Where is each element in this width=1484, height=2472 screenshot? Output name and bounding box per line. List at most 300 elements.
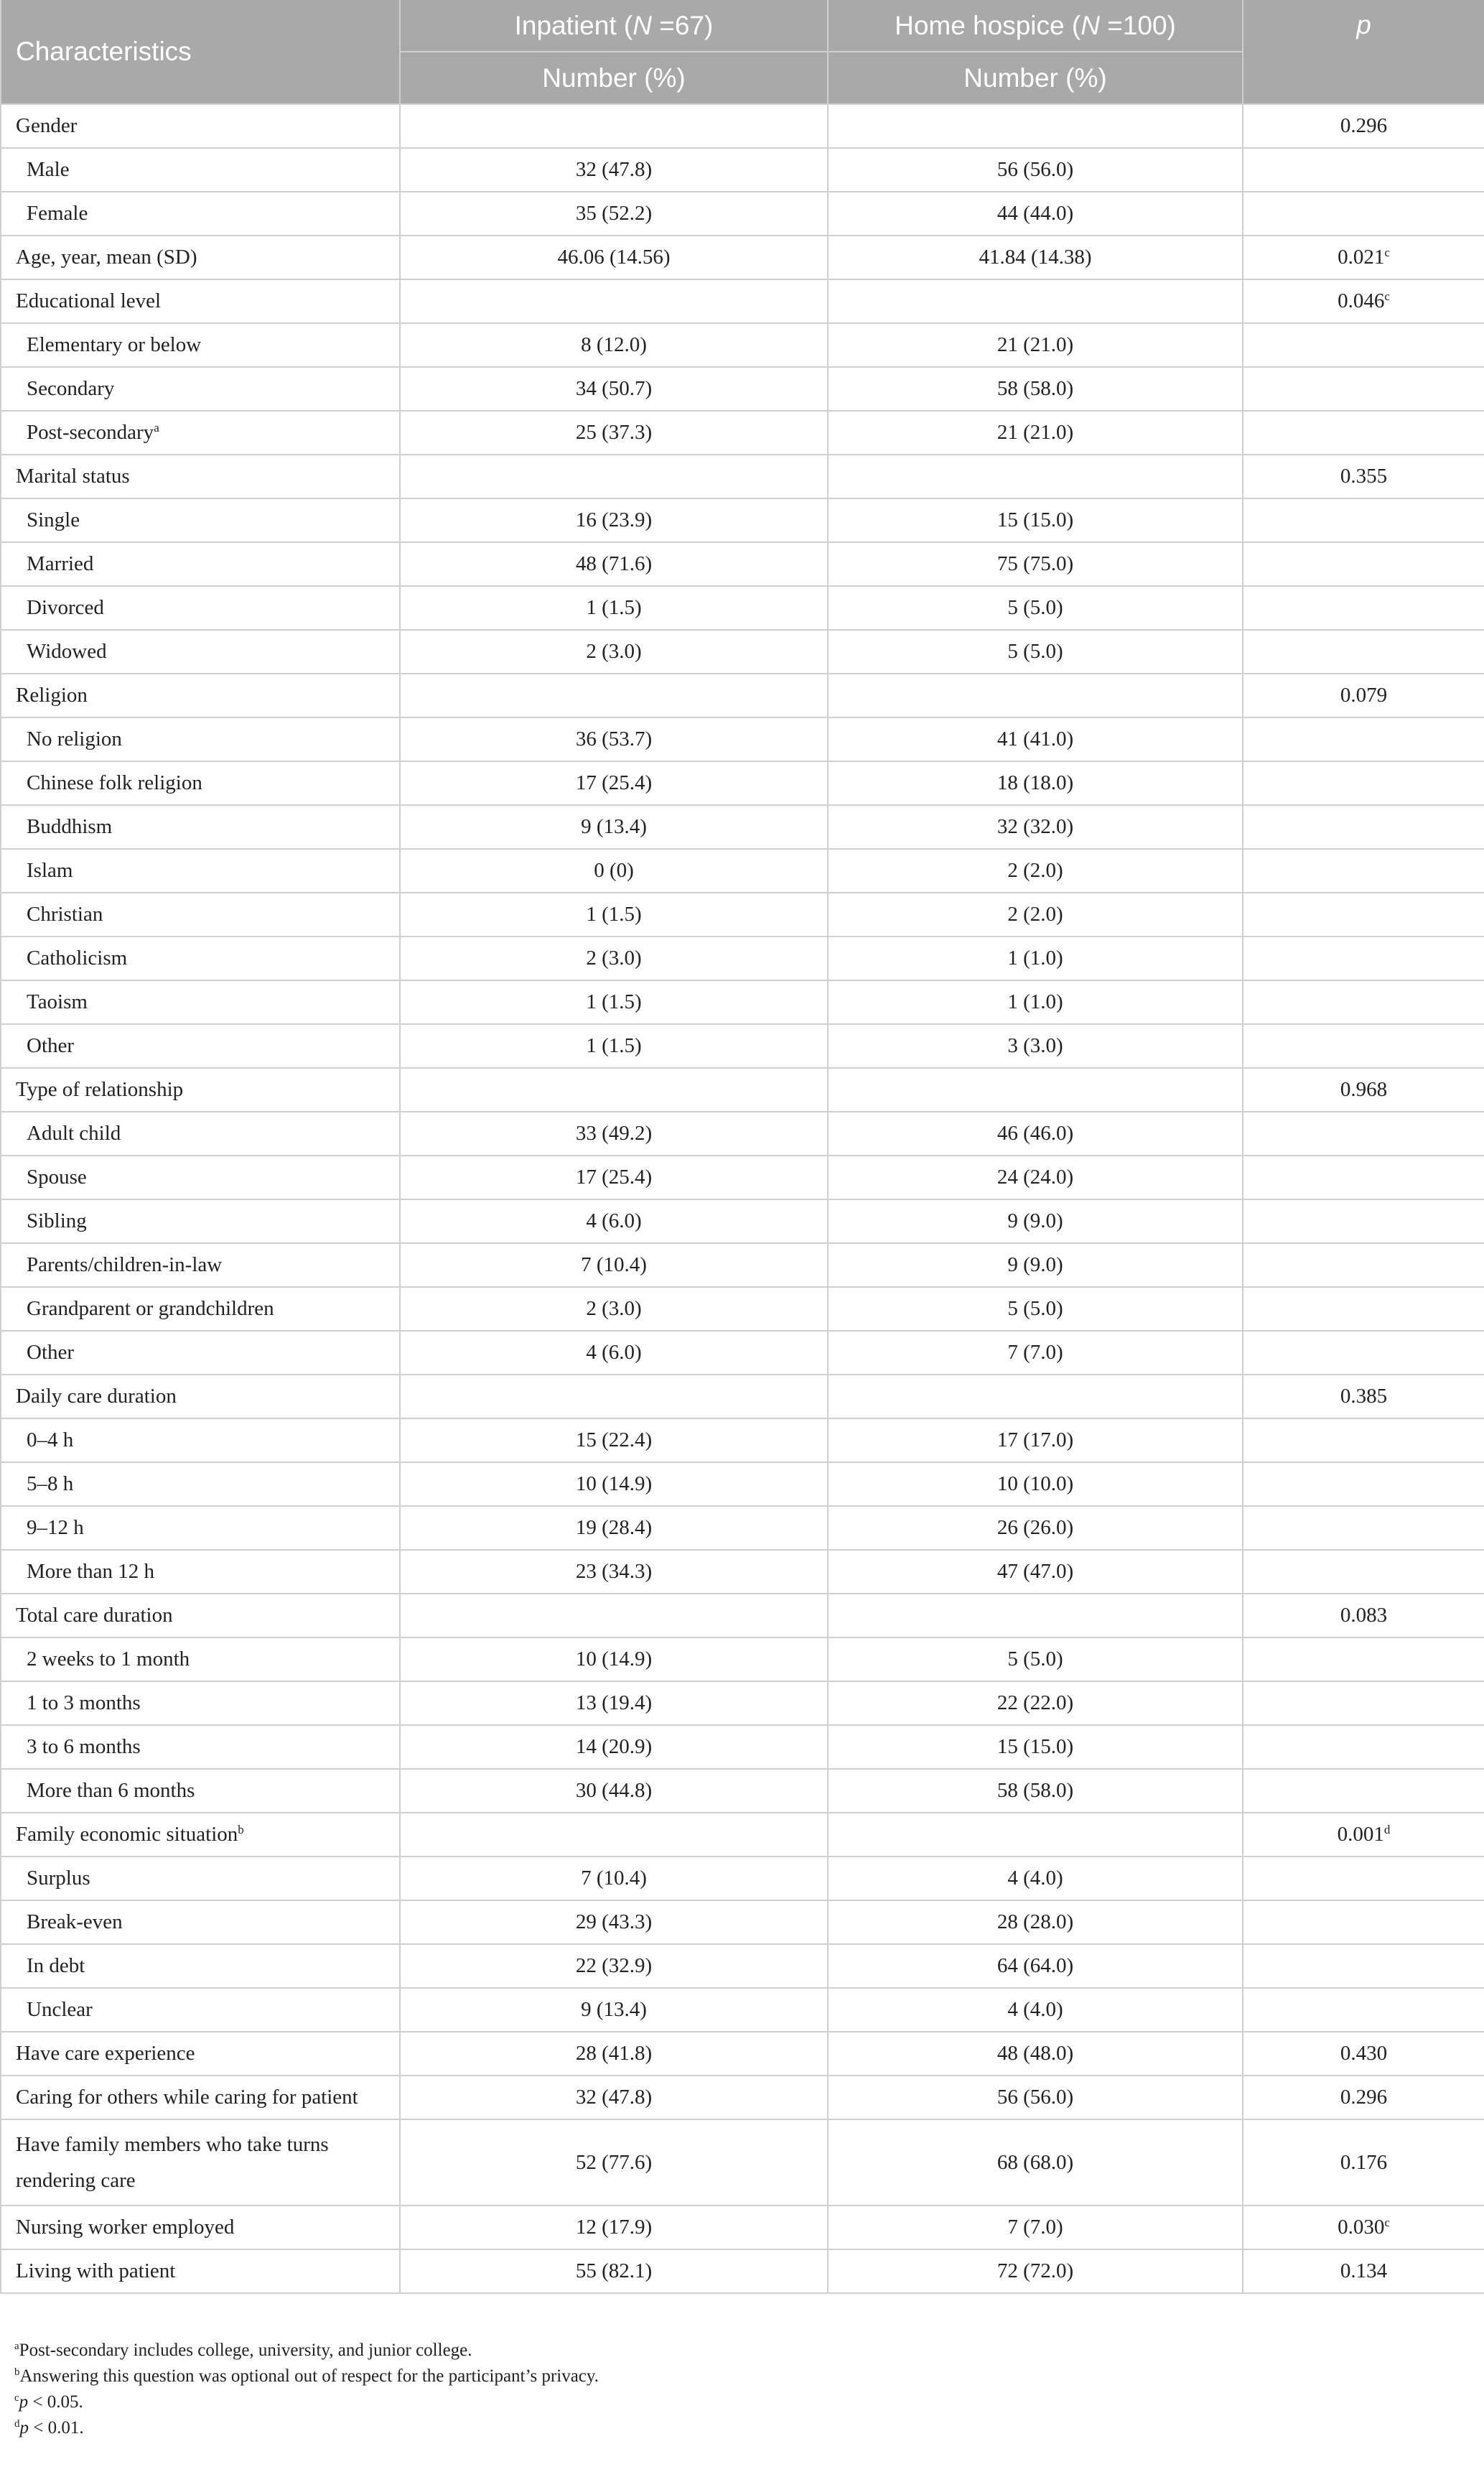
home-hospice-value [828, 279, 1243, 323]
row-label-text: Islam [27, 859, 73, 882]
home-hospice-value [828, 1813, 1243, 1857]
home-hospice-value: 4 (4.0) [828, 1988, 1243, 2032]
inpatient-value [400, 674, 828, 717]
row-label-text: Male [27, 158, 70, 181]
row-label [1, 1462, 400, 1506]
row-label-text: Chinese folk religion [27, 771, 202, 794]
p-value [1243, 717, 1484, 761]
table-row [1, 1024, 1484, 1068]
row-label [1, 849, 400, 893]
inpatient-value: 55 (82.1) [400, 2249, 828, 2293]
p-value-text: 0.021 [1338, 246, 1385, 269]
table-row [1, 717, 1484, 761]
header-home-count: =100) [1099, 10, 1176, 40]
row-label [1, 1112, 400, 1156]
row-label-text: Post-secondary [27, 421, 154, 444]
row-label-text: Living with patient [16, 2259, 176, 2282]
table-body [1, 104, 1484, 2293]
p-value [1243, 1988, 1484, 2032]
home-hospice-value: 48 (48.0) [828, 2032, 1243, 2076]
table-row [1, 1375, 1484, 1418]
p-value [1243, 192, 1484, 236]
table-row [1, 1112, 1484, 1156]
row-label-text: Educational level [16, 289, 162, 312]
row-label [1, 2076, 400, 2119]
p-value-text: 0.030 [1338, 2216, 1385, 2239]
inpatient-value: 7 (10.4) [400, 1857, 828, 1900]
p-value-text: 0.134 [1340, 2259, 1388, 2282]
row-label [1, 1199, 400, 1243]
p-value [1243, 1725, 1484, 1769]
footnote-text: Post-secondary includes college, university, and junior college. [19, 2341, 472, 2360]
inpatient-value: 22 (32.9) [400, 1944, 828, 1988]
inpatient-value: 1 (1.5) [400, 1024, 828, 1068]
row-label [1, 542, 400, 586]
row-label [1, 1375, 400, 1418]
p-value [1243, 104, 1484, 148]
inpatient-value: 32 (47.8) [400, 2076, 828, 2119]
row-label [1, 1813, 400, 1857]
footnote-text: < 0.05. [28, 2392, 83, 2412]
p-footnote-marker: c [1384, 246, 1390, 259]
home-hospice-value: 9 (9.0) [828, 1243, 1243, 1287]
p-value-text: 0.385 [1340, 1385, 1388, 1408]
p-value [1243, 2249, 1484, 2293]
table-row [1, 279, 1484, 323]
home-hospice-value: 2 (2.0) [828, 849, 1243, 893]
footnote-mark: d [14, 2418, 20, 2430]
table-row [1, 1287, 1484, 1331]
row-label [1, 630, 400, 674]
p-value [1243, 849, 1484, 893]
row-label [1, 1988, 400, 2032]
inpatient-value: 2 (3.0) [400, 937, 828, 980]
p-value [1243, 980, 1484, 1024]
table-row [1, 1944, 1484, 1988]
table-row [1, 1813, 1484, 1857]
p-value [1243, 411, 1484, 455]
row-label [1, 1024, 400, 1068]
home-hospice-value: 9 (9.0) [828, 1199, 1243, 1243]
header-inpatient-text: Inpatient ( [514, 10, 633, 40]
row-label-text: Elementary or below [27, 333, 202, 356]
row-label [1, 192, 400, 236]
inpatient-value: 4 (6.0) [400, 1199, 828, 1243]
inpatient-value: 16 (23.9) [400, 498, 828, 542]
row-label-text: 9–12 h [27, 1516, 84, 1539]
table-row [1, 1725, 1484, 1769]
inpatient-value: 33 (49.2) [400, 1112, 828, 1156]
row-label [1, 1550, 400, 1594]
inpatient-value: 32 (47.8) [400, 148, 828, 192]
row-label [1, 674, 400, 717]
p-value [1243, 236, 1484, 279]
inpatient-value: 1 (1.5) [400, 893, 828, 937]
row-label-text: Family economic situation [16, 1823, 238, 1846]
p-value [1243, 367, 1484, 411]
p-value-text: 0.296 [1340, 114, 1388, 137]
row-label-text: Gender [16, 114, 78, 137]
header-home-hospice [828, 0, 1243, 52]
row-label [1, 1900, 400, 1944]
row-label [1, 1857, 400, 1900]
inpatient-value: 12 (17.9) [400, 2206, 828, 2249]
p-value [1243, 1550, 1484, 1594]
row-label-text: Unclear [27, 1998, 93, 2021]
p-value-text: 0.296 [1340, 2086, 1388, 2109]
row-label-text: In debt [27, 1954, 85, 1977]
inpatient-value [400, 279, 828, 323]
table-row [1, 1681, 1484, 1725]
p-value [1243, 2032, 1484, 2076]
p-value [1243, 1375, 1484, 1418]
home-hospice-value: 5 (5.0) [828, 1287, 1243, 1331]
footnote [14, 2389, 599, 2415]
p-value [1243, 1944, 1484, 1988]
row-label [1, 893, 400, 937]
p-value [1243, 1769, 1484, 1813]
inpatient-value [400, 1068, 828, 1112]
p-value-text: 0.083 [1340, 1604, 1388, 1627]
row-label [1, 937, 400, 980]
p-value-text: 0.001 [1337, 1823, 1384, 1846]
home-hospice-value: 72 (72.0) [828, 2249, 1243, 2293]
table-row [1, 1769, 1484, 1813]
home-hospice-value: 5 (5.0) [828, 1637, 1243, 1681]
home-hospice-value: 44 (44.0) [828, 192, 1243, 236]
table-row [1, 1594, 1484, 1637]
inpatient-value: 23 (34.3) [400, 1550, 828, 1594]
p-value [1243, 1462, 1484, 1506]
row-label-text: Other [27, 1341, 75, 1364]
footnote-p-symbol: p [19, 2418, 29, 2438]
home-hospice-value: 24 (24.0) [828, 1156, 1243, 1199]
table-row [1, 937, 1484, 980]
row-label-text: Marital status [16, 465, 130, 488]
row-label-text: Adult child [27, 1122, 121, 1145]
row-label-text: Grandparent or grandchildren [27, 1297, 274, 1320]
p-value [1243, 2119, 1484, 2206]
table-row [1, 323, 1484, 367]
footnote [14, 2415, 599, 2441]
table-row [1, 367, 1484, 411]
row-label-text: No religion [27, 728, 122, 751]
inpatient-value: 34 (50.7) [400, 367, 828, 411]
inpatient-value: 9 (13.4) [400, 805, 828, 849]
footnote-marker: b [238, 1823, 244, 1836]
row-label-text: Parents/children-in-law [27, 1253, 223, 1276]
row-label-text: Religion [16, 684, 88, 707]
table-row [1, 1857, 1484, 1900]
table-row [1, 455, 1484, 498]
p-value-text: 0.046 [1338, 289, 1385, 312]
footnotes [14, 2338, 599, 2441]
home-hospice-value: 5 (5.0) [828, 586, 1243, 630]
p-value-text: 0.355 [1340, 465, 1388, 488]
inpatient-value: 28 (41.8) [400, 2032, 828, 2076]
p-value [1243, 630, 1484, 674]
row-label [1, 1594, 400, 1637]
row-label-text: 0–4 h [27, 1428, 74, 1451]
row-label-text: Nursing worker employed [16, 2216, 235, 2239]
row-label [1, 279, 400, 323]
inpatient-value: 14 (20.9) [400, 1725, 828, 1769]
p-value [1243, 1287, 1484, 1331]
table-row [1, 2032, 1484, 2076]
p-value [1243, 805, 1484, 849]
row-label [1, 805, 400, 849]
row-label [1, 1506, 400, 1550]
p-value [1243, 455, 1484, 498]
table-row [1, 148, 1484, 192]
home-hospice-value: 58 (58.0) [828, 367, 1243, 411]
row-label [1, 1681, 400, 1725]
p-value [1243, 1243, 1484, 1287]
table-row [1, 2076, 1484, 2119]
inpatient-value: 19 (28.4) [400, 1506, 828, 1550]
p-value [1243, 1900, 1484, 1944]
row-label-text: More than 6 months [27, 1779, 195, 1802]
home-hospice-value: 7 (7.0) [828, 1331, 1243, 1375]
inpatient-value: 10 (14.9) [400, 1637, 828, 1681]
row-label-text: Catholicism [27, 947, 128, 970]
row-label [1, 717, 400, 761]
p-value [1243, 323, 1484, 367]
p-value [1243, 761, 1484, 805]
p-value [1243, 1199, 1484, 1243]
table-row [1, 893, 1484, 937]
p-value [1243, 2206, 1484, 2249]
p-footnote-marker: c [1384, 289, 1390, 303]
p-value [1243, 1068, 1484, 1112]
inpatient-value: 52 (77.6) [400, 2119, 828, 2206]
row-label-text: Widowed [27, 640, 107, 663]
footnote-mark: b [14, 2366, 20, 2378]
p-value-text: 0.176 [1340, 2151, 1388, 2174]
footnote-mark: c [14, 2392, 19, 2404]
inpatient-value: 48 (71.6) [400, 542, 828, 586]
inpatient-value: 29 (43.3) [400, 1900, 828, 1944]
p-value [1243, 1024, 1484, 1068]
p-value [1243, 1156, 1484, 1199]
table-row [1, 104, 1484, 148]
p-value [1243, 498, 1484, 542]
footnote-p-symbol: p [19, 2392, 29, 2412]
table-row [1, 1199, 1484, 1243]
home-hospice-value [828, 455, 1243, 498]
table-row [1, 411, 1484, 455]
inpatient-value: 46.06 (14.56) [400, 236, 828, 279]
home-hospice-value: 5 (5.0) [828, 630, 1243, 674]
home-hospice-value: 22 (22.0) [828, 1681, 1243, 1725]
inpatient-value [400, 1375, 828, 1418]
inpatient-value: 10 (14.9) [400, 1462, 828, 1506]
inpatient-value: 35 (52.2) [400, 192, 828, 236]
p-value [1243, 1331, 1484, 1375]
p-value [1243, 674, 1484, 717]
row-label [1, 323, 400, 367]
table-row [1, 586, 1484, 630]
p-value [1243, 542, 1484, 586]
home-hospice-value [828, 104, 1243, 148]
row-label-text: Spouse [27, 1166, 87, 1189]
inpatient-value: 2 (3.0) [400, 1287, 828, 1331]
row-label [1, 455, 400, 498]
row-label-text: 2 weeks to 1 month [27, 1648, 190, 1671]
table-row [1, 1550, 1484, 1594]
row-label [1, 1068, 400, 1112]
inpatient-value [400, 1594, 828, 1637]
p-value [1243, 1112, 1484, 1156]
row-label [1, 980, 400, 1024]
p-value [1243, 1857, 1484, 1900]
home-hospice-value: 64 (64.0) [828, 1944, 1243, 1988]
footnote-text: Answering this question was optional out of respect for the participant’s privacy. [19, 2366, 599, 2386]
inpatient-value: 17 (25.4) [400, 1156, 828, 1199]
row-label [1, 1331, 400, 1375]
inpatient-value: 1 (1.5) [400, 586, 828, 630]
inpatient-value: 36 (53.7) [400, 717, 828, 761]
table-row [1, 1988, 1484, 2032]
table-row [1, 1637, 1484, 1681]
row-label [1, 411, 400, 455]
table-row [1, 1331, 1484, 1375]
header-p-value: p [1243, 0, 1484, 104]
p-value [1243, 586, 1484, 630]
header-inpatient-count: =67) [651, 10, 714, 40]
row-label-text: Divorced [27, 596, 104, 619]
inpatient-value [400, 1813, 828, 1857]
inpatient-value [400, 104, 828, 148]
header-inpatient-n: N [633, 10, 652, 40]
p-value [1243, 148, 1484, 192]
table-row [1, 1156, 1484, 1199]
header-inpatient [400, 0, 828, 52]
table-row [1, 236, 1484, 279]
row-label [1, 1418, 400, 1462]
inpatient-value: 2 (3.0) [400, 630, 828, 674]
inpatient-value: 13 (19.4) [400, 1681, 828, 1725]
row-label-text: Type of relationship [16, 1078, 184, 1101]
p-footnote-marker: d [1383, 1823, 1391, 1836]
inpatient-value: 9 (13.4) [400, 1988, 828, 2032]
table-row [1, 498, 1484, 542]
home-hospice-value: 41 (41.0) [828, 717, 1243, 761]
home-hospice-value: 47 (47.0) [828, 1550, 1243, 1594]
home-hospice-value [828, 1375, 1243, 1418]
home-hospice-value: 56 (56.0) [828, 2076, 1243, 2119]
row-label [1, 1637, 400, 1681]
p-footnote-marker: c [1384, 2216, 1390, 2229]
p-value [1243, 1506, 1484, 1550]
p-value [1243, 2076, 1484, 2119]
home-hospice-value: 3 (3.0) [828, 1024, 1243, 1068]
home-hospice-value: 4 (4.0) [828, 1857, 1243, 1900]
row-label [1, 586, 400, 630]
home-hospice-value [828, 1594, 1243, 1637]
home-hospice-value: 21 (21.0) [828, 323, 1243, 367]
row-label-text: Single [27, 508, 80, 531]
table-row [1, 849, 1484, 893]
p-value [1243, 1594, 1484, 1637]
row-label [1, 236, 400, 279]
row-label-text: Have family members who take turns rendering care [16, 2133, 329, 2192]
p-value [1243, 893, 1484, 937]
row-label-text: Age, year, mean (SD) [16, 246, 197, 269]
inpatient-value: 15 (22.4) [400, 1418, 828, 1462]
header-home-n: N [1081, 10, 1100, 40]
home-hospice-value: 28 (28.0) [828, 1900, 1243, 1944]
row-label [1, 1243, 400, 1287]
table-row [1, 1243, 1484, 1287]
table-row [1, 2119, 1484, 2206]
row-label [1, 1769, 400, 1813]
inpatient-value: 1 (1.5) [400, 980, 828, 1024]
footnote-marker: a [154, 421, 159, 435]
home-hospice-value: 15 (15.0) [828, 498, 1243, 542]
p-value [1243, 1418, 1484, 1462]
row-label [1, 1725, 400, 1769]
home-hospice-value [828, 1068, 1243, 1112]
p-value [1243, 1637, 1484, 1681]
home-hospice-value: 17 (17.0) [828, 1418, 1243, 1462]
row-label-text: Surplus [27, 1867, 90, 1890]
home-hospice-value: 26 (26.0) [828, 1506, 1243, 1550]
table-row [1, 1462, 1484, 1506]
table-row [1, 805, 1484, 849]
home-hospice-value: 75 (75.0) [828, 542, 1243, 586]
row-label-text: Sibling [27, 1209, 87, 1232]
row-label [1, 2119, 400, 2206]
row-label-text: Female [27, 202, 88, 225]
row-label [1, 367, 400, 411]
table-row [1, 980, 1484, 1024]
table-row [1, 2206, 1484, 2249]
row-label-text: 5–8 h [27, 1472, 74, 1495]
p-value [1243, 1813, 1484, 1857]
header-characteristics: Characteristics [1, 0, 400, 104]
table-row [1, 192, 1484, 236]
home-hospice-value: 1 (1.0) [828, 980, 1243, 1024]
table-row [1, 761, 1484, 805]
row-label-text: Buddhism [27, 815, 113, 838]
row-label [1, 104, 400, 148]
home-hospice-value: 10 (10.0) [828, 1462, 1243, 1506]
home-hospice-value: 56 (56.0) [828, 148, 1243, 192]
home-hospice-value: 7 (7.0) [828, 2206, 1243, 2249]
row-label-text: Married [27, 552, 94, 575]
footnote-text: < 0.01. [29, 2418, 84, 2438]
table-row [1, 1506, 1484, 1550]
row-label-text: Taoism [27, 990, 88, 1013]
table-header [1, 0, 1484, 104]
header-inpatient-subtitle: Number (%) [400, 52, 828, 104]
home-hospice-value: 41.84 (14.38) [828, 236, 1243, 279]
row-label [1, 148, 400, 192]
p-value [1243, 1681, 1484, 1725]
inpatient-value: 8 (12.0) [400, 323, 828, 367]
header-home-text: Home hospice ( [895, 10, 1081, 40]
p-value [1243, 279, 1484, 323]
p-value-text: 0.079 [1340, 684, 1388, 707]
row-label [1, 2206, 400, 2249]
row-label [1, 2032, 400, 2076]
row-label-text: 1 to 3 months [27, 1691, 141, 1714]
table-row [1, 674, 1484, 717]
row-label-text: Break-even [27, 1910, 123, 1933]
table-row [1, 542, 1484, 586]
row-label [1, 761, 400, 805]
